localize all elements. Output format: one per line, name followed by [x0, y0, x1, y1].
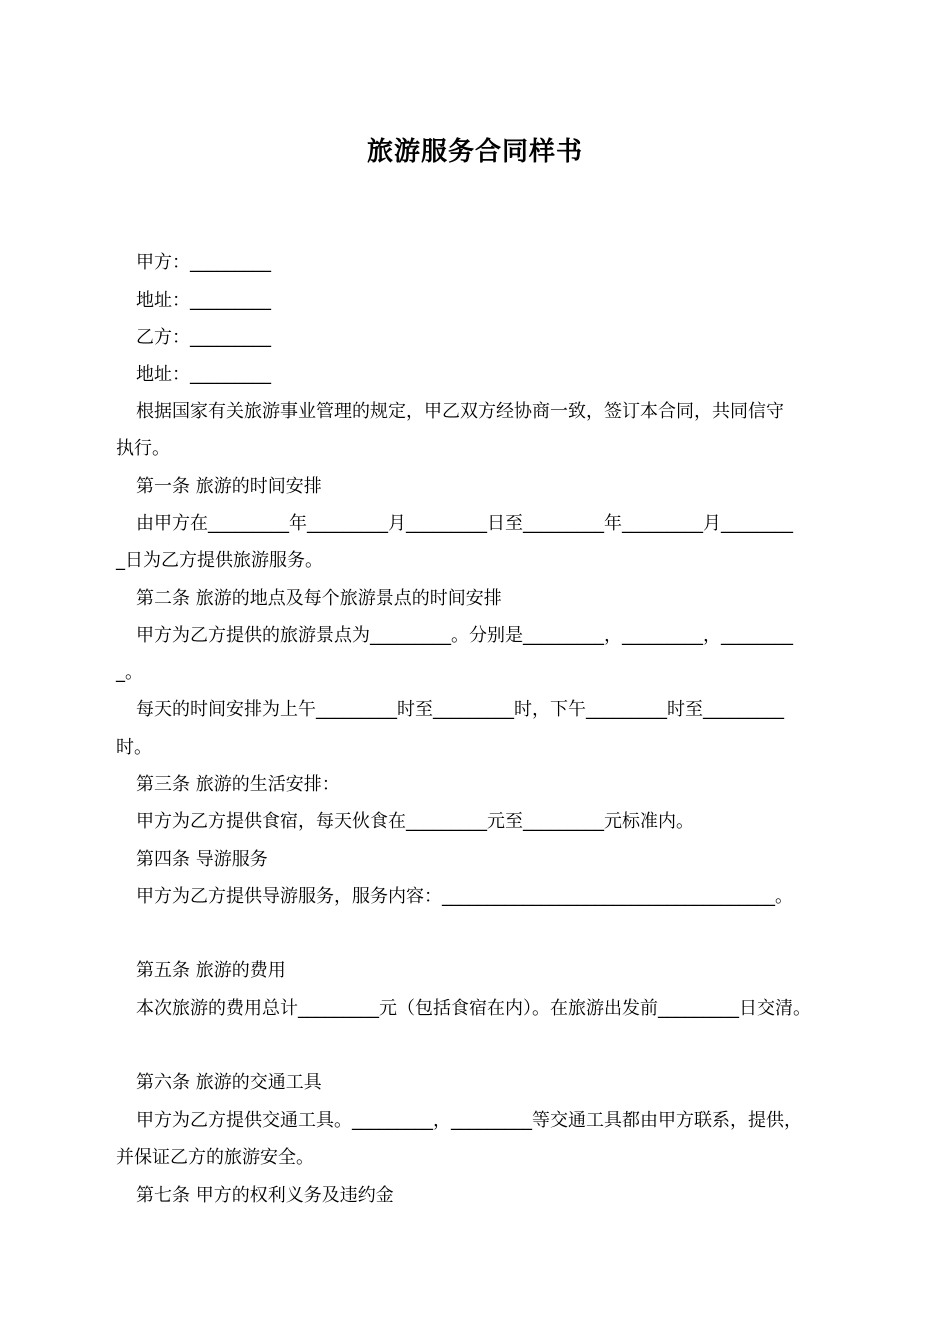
document-title: 旅游服务合同样书	[366, 137, 583, 167]
party-b-line: 乙方：_________	[136, 327, 271, 348]
article-6-text-line-2: 并保证乙方的旅游安全。	[116, 1147, 314, 1168]
preamble-line-2: 执行。	[116, 438, 170, 459]
article-4-heading: 第四条 导游服务	[136, 849, 268, 870]
preamble-line-1: 根据国家有关旅游事业管理的规定，甲乙双方经协商一致，签订本合同，共同信守	[136, 401, 784, 422]
article-4-text: 甲方为乙方提供导游服务，服务内容：_____________________________________。	[136, 886, 793, 907]
party-b-address-line: 地址：_________	[136, 364, 271, 385]
article-2-heading: 第二条 旅游的地点及每个旅游景点的时间安排	[136, 588, 502, 609]
article-5-heading: 第五条 旅游的费用	[136, 960, 286, 981]
party-a-address-line: 地址：_________	[136, 290, 271, 311]
article-5-text: 本次旅游的费用总计_________元（包括食宿在内）。在旅游出发前_________日交清。	[136, 998, 811, 1019]
article-2-text-line-2: _。	[116, 662, 143, 683]
article-1-heading: 第一条 旅游的时间安排	[136, 476, 322, 497]
article-1-text-line-2: _日为乙方提供旅游服务。	[116, 550, 323, 571]
party-a-line: 甲方：_________	[136, 252, 271, 273]
article-2-text-line-1: 甲方为乙方提供的旅游景点为_________。分别是_________，_________，________	[136, 625, 793, 646]
article-7-heading: 第七条 甲方的权利义务及违约金	[136, 1185, 394, 1206]
article-6-text-line-1: 甲方为乙方提供交通工具。_________，_________等交通工具都由甲方联系，提供，	[136, 1110, 802, 1131]
article-1-text-line-1: 由甲方在_________年_________月_________日至_________年_________月________	[136, 513, 793, 534]
article-3-heading: 第三条 旅游的生活安排：	[136, 774, 340, 795]
article-2-schedule-line-1: 每天的时间安排为上午_________时至_________时，下午_________时至_________	[136, 699, 784, 720]
article-3-text: 甲方为乙方提供食宿，每天伙食在_________元至_________元标准内。	[136, 811, 694, 832]
article-2-schedule-line-2: 时。	[116, 737, 152, 758]
article-6-heading: 第六条 旅游的交通工具	[136, 1072, 322, 1093]
